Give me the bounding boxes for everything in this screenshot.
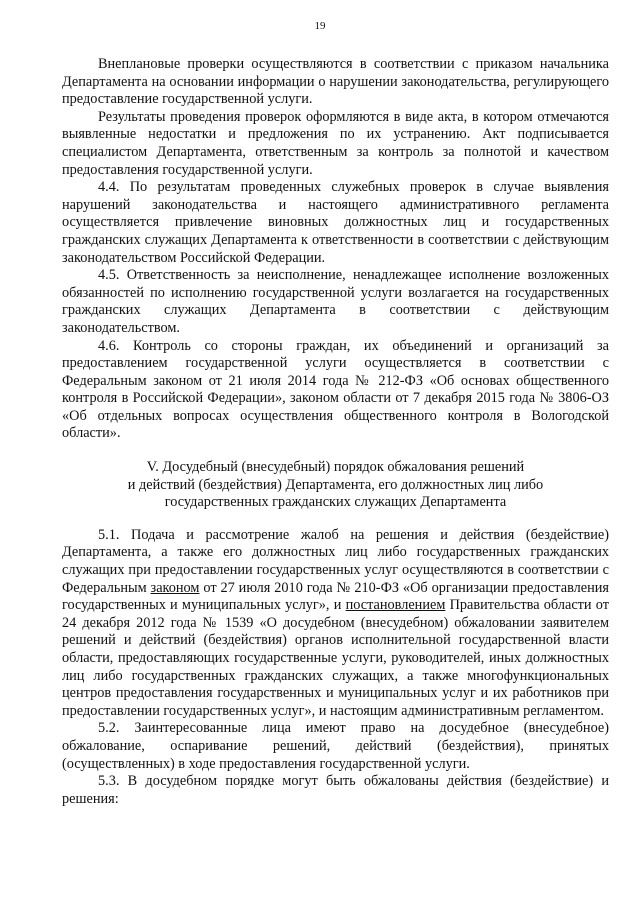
paragraph-5-1: [62, 527, 609, 721]
paragraph-unscheduled-inspections: Внеплановые проверки осуществляются в соответствии с приказом начальника Департамента на основании информации о нарушении законодательства, регулирующего предоставление государственной услуги.: [62, 56, 609, 108]
paragraph-5-3: 5.3. В досудебном порядке могут быть обжалованы действия (бездействие) и решения:: [62, 773, 609, 807]
paragraph-4-6: 4.6. Контроль со стороны граждан, их объединений и организаций за предоставлением государственной услуги осуществляется в соответствии с Федеральным законом от 21 июля 2014 года № 212-ФЗ «Об основах общественного контроля в Российской Федерации», законом области от 7 декабря 2015 года № 3806-ОЗ «Об отдельных вопросах осуществления общественного контроля в Вологодской области».: [62, 337, 609, 442]
section-heading-line: и действий (бездействия) Департамента, его должностных лиц либо: [127, 476, 544, 493]
paragraph-5-2: 5.2. Заинтересованные лица имеют право на досудебное (внесудебное) обжалование, оспаривание решений, действий (бездействия), принятых (осуществленных) в ходе предоставления государственной услуги.: [62, 720, 609, 772]
paragraph-4-4: 4.4. По результатам проведенных служебных проверок в случае выявления нарушений законодательства и настоящего административного регламента осуществляется привлечение виновных должностных лиц и государственных гражданских служащих Департамента к ответственности в соответствии с действующим законодательством Российской Федерации.: [62, 179, 609, 266]
section-heading-line: V. Досудебный (внесудебный) порядок обжалования решений: [146, 459, 525, 476]
section-heading-line: государственных гражданских служащих Департамента: [164, 494, 507, 511]
law-link[interactable]: законом: [150, 579, 200, 596]
page-number: 19: [314, 20, 326, 32]
paragraph-5-1-text: Правительства области от 24 декабря 2012 года № 1539 «О досудебном (внесудебном) обжаловании заявителем решений и действий (бездействия) органов исполнительной государственной власти области, предоставляющих государственные услуги, руководителей, иных должностных лиц либо государственных гражданских служащих, а также многофункциональных центров предоставления государственных и муниципальных услуг и их работников при предоставлении государственных услуг», и настоящим административным регламентом.: [62, 597, 609, 719]
paragraph-5-1-text: от 27 июля 2010 года № 210-ФЗ «Об организации предоставления государственных и муниципальных услуг», и: [62, 579, 609, 614]
paragraph-5-1-text: 5.1. Подача и рассмотрение жалоб на решения и действия (бездействие) Департамента, а также его должностных лиц либо государственных гражданских служащих при предоставлении государственных услуг осуществляются в соответствии с Федеральным: [62, 526, 609, 596]
section-v-heading: [62, 459, 609, 512]
paragraph-4-5: 4.5. Ответственность за неисполнение, ненадлежащее исполнение возложенных обязанностей по исполнению государственной услуги возлагается на государственных гражданских служащих Департамента в соответствии с действующим законодательством.: [62, 267, 609, 336]
resolution-link[interactable]: постановлением: [345, 597, 446, 614]
document-body: [62, 56, 609, 808]
paragraph-inspection-results: Результаты проведения проверок оформляются в виде акта, в котором отмечаются выявленные недостатки и предложения по их устранению. Акт подписывается специалистом Департамента, ответственным за контроль за полнотой и качеством предоставления государственной услуги.: [62, 108, 609, 178]
